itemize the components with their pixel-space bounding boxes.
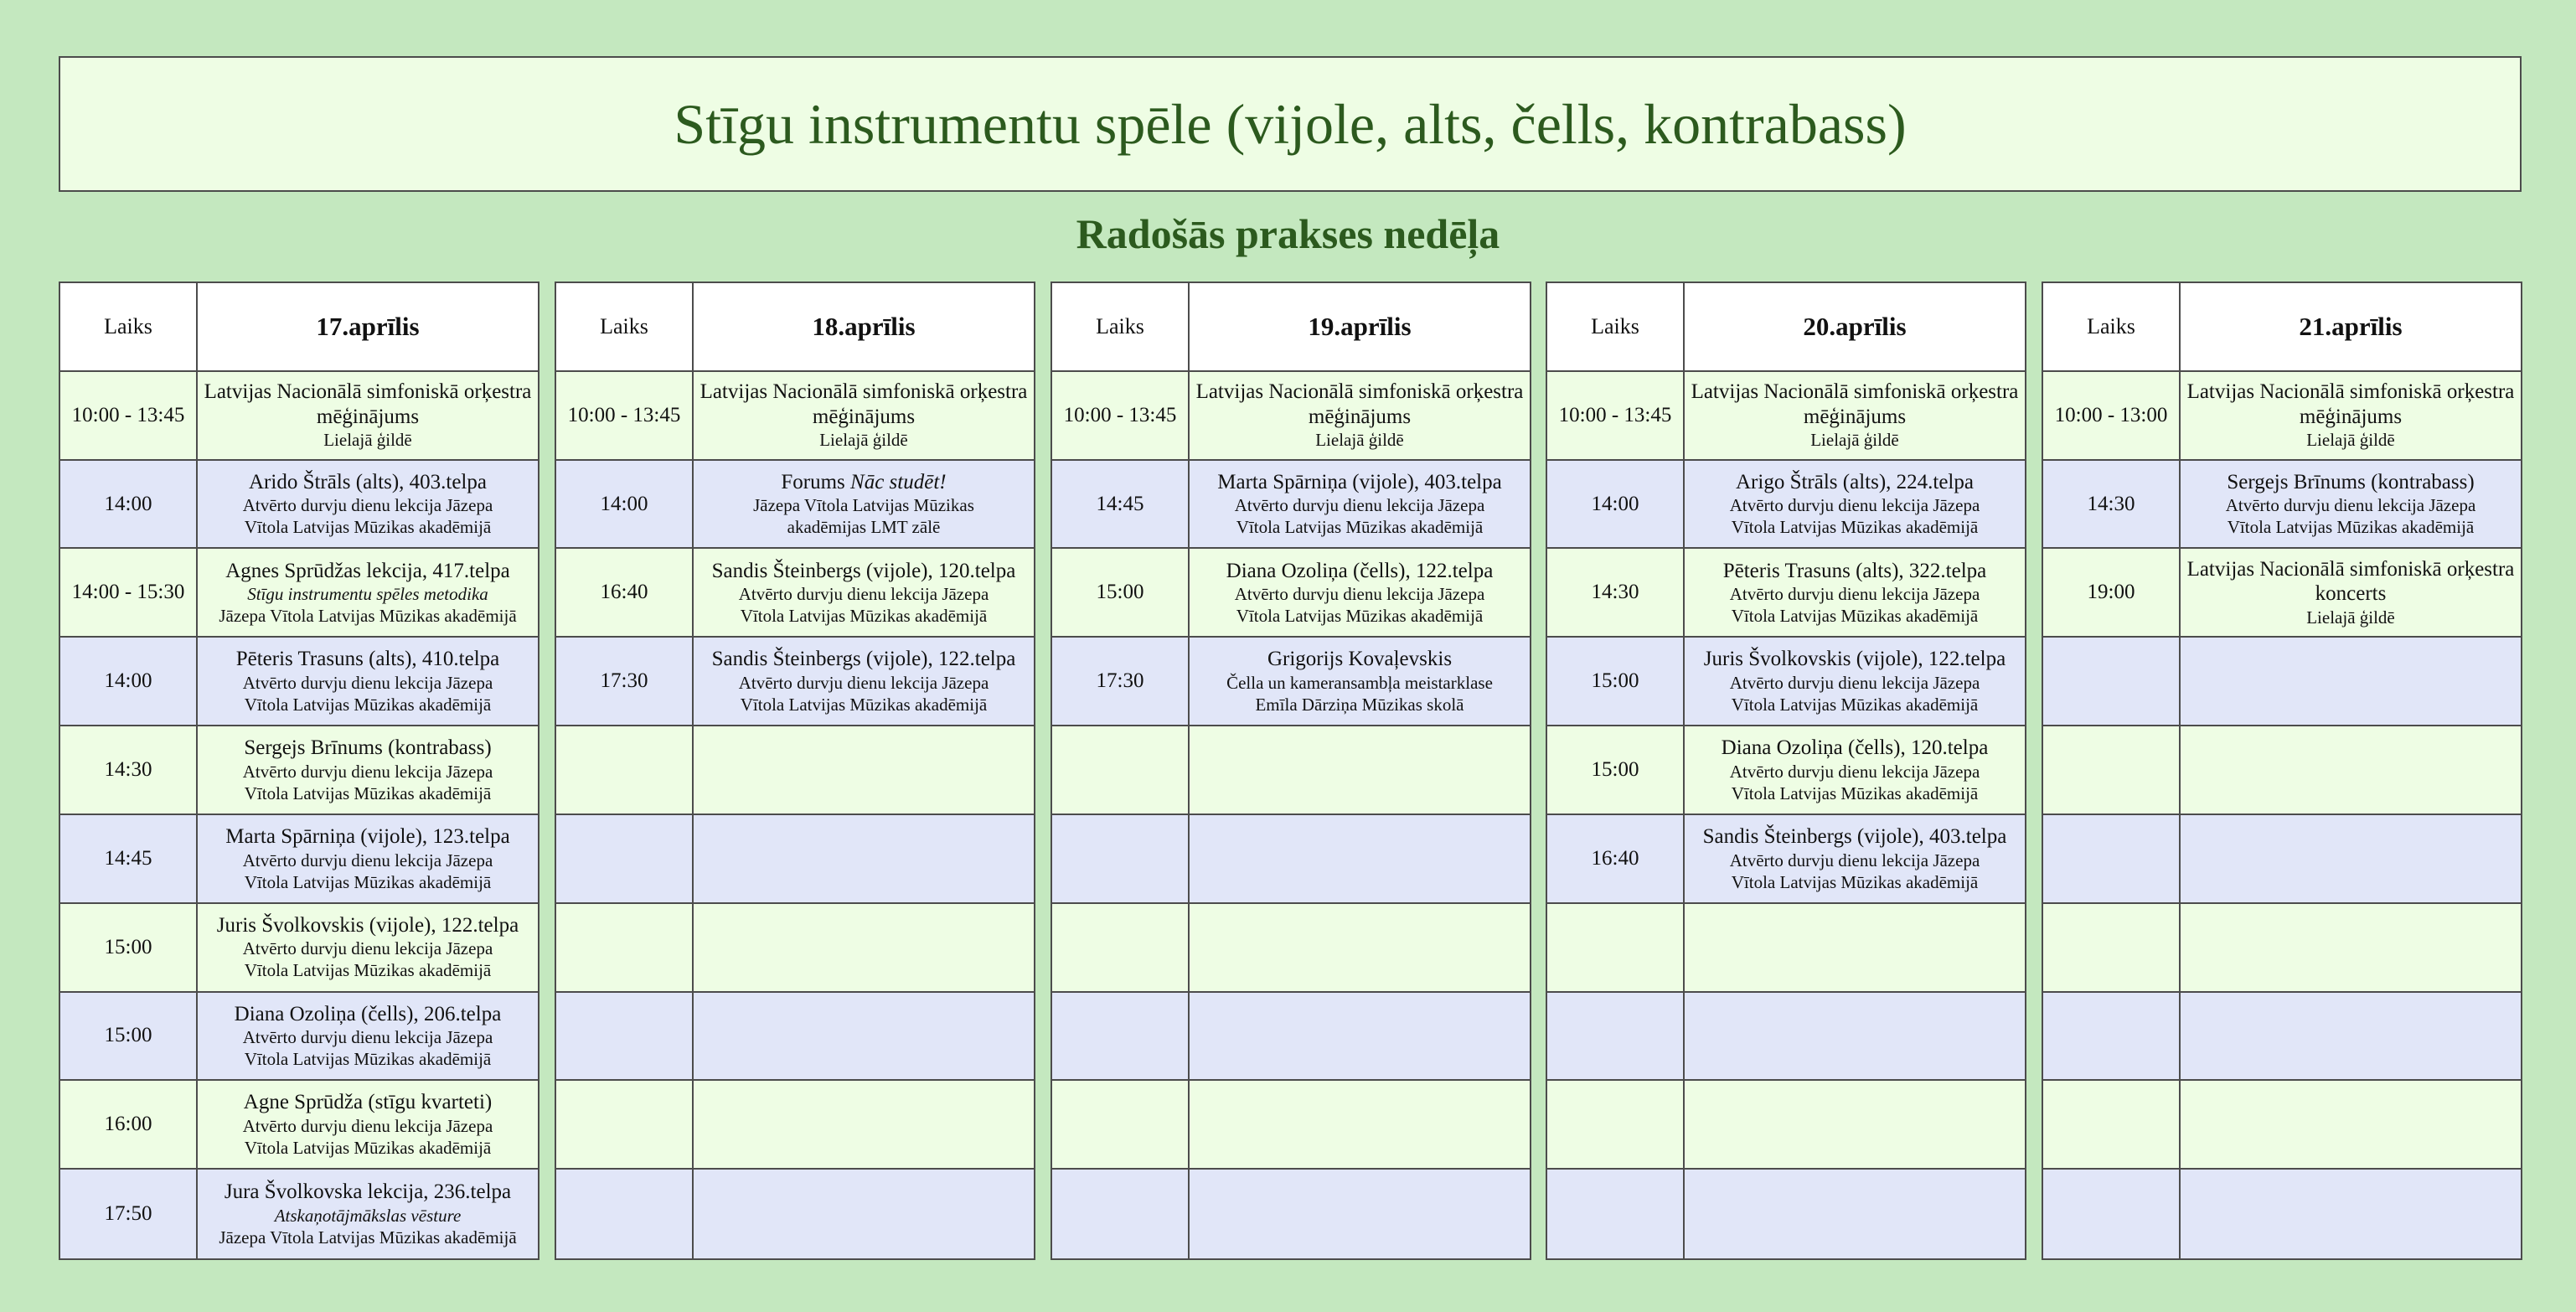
event-time: 14:30 xyxy=(104,757,152,781)
time-cell xyxy=(60,993,198,1082)
event-detail: Stīgu instrumentu spēles metodika xyxy=(247,584,488,605)
time-cell xyxy=(1052,993,1190,1082)
event-time: 15:00 xyxy=(1591,757,1639,781)
event-detail: Atvērto durvju dienu lekcija Jāzepa xyxy=(1729,584,1980,605)
event-title xyxy=(694,380,1034,429)
time-cell xyxy=(2043,1081,2181,1170)
time-cell xyxy=(556,638,694,726)
event-cell xyxy=(1685,638,2025,726)
time-header-label: Laiks xyxy=(1096,313,1144,338)
event-cell xyxy=(198,904,538,993)
event-cell xyxy=(2181,1081,2521,1170)
event-location: Vītola Latvijas Mūzikas akadēmijā xyxy=(740,606,988,627)
event-detail: Atvērto durvju dienu lekcija Jāzepa xyxy=(242,938,493,959)
time-cell xyxy=(1052,461,1190,550)
time-cell xyxy=(1547,549,1685,638)
event-cell xyxy=(1685,549,2025,638)
time-cell xyxy=(1547,726,1685,815)
time-header-label: Laiks xyxy=(104,313,152,338)
event-location: Vītola Latvijas Mūzikas akadēmijā xyxy=(1731,517,1979,538)
date-label: 20.aprīlis xyxy=(1803,311,1907,341)
event-title-text: Jura Švolkovska lekcija, 236.telpa xyxy=(224,1180,512,1204)
event-title-text: Sandis Šteinbergs (vijole), 403.telpa xyxy=(1702,825,2007,849)
event-detail: Atvērto durvju dienu lekcija Jāzepa xyxy=(1729,672,1980,693)
event-cell xyxy=(2181,461,2521,550)
event-detail: Atvērto durvju dienu lekcija Jāzepa xyxy=(1729,761,1980,782)
event-location: Vītola Latvijas Mūzikas akadēmijā xyxy=(244,1049,492,1070)
event-time: 15:00 xyxy=(1591,669,1639,693)
event-cell xyxy=(198,461,538,550)
day-column-2 xyxy=(555,282,1035,1260)
event-title xyxy=(1698,824,2012,850)
event-time: 10:00 - 13:45 xyxy=(1063,403,1177,426)
time-column-header xyxy=(1547,283,1685,372)
event-location: Vītola Latvijas Mūzikas akadēmijā xyxy=(244,783,492,803)
event-title-text: Diana Ozoliņa (čells), 122.telpa xyxy=(1226,559,1494,582)
event-cell xyxy=(694,993,1034,1082)
event-location: Vītola Latvijas Mūzikas akadēmijā xyxy=(740,694,988,715)
event-time: 17:30 xyxy=(1096,669,1144,693)
time-cell xyxy=(2043,549,2181,638)
event-cell xyxy=(694,1081,1034,1170)
event-title xyxy=(1190,380,1530,429)
time-header-label: Laiks xyxy=(600,313,648,338)
time-cell xyxy=(1547,1170,1685,1258)
event-detail: Atvērto durvju dienu lekcija Jāzepa xyxy=(242,1115,493,1136)
event-cell xyxy=(2181,904,2521,993)
event-detail: Jāzepa Vītola Latvijas Mūzikas xyxy=(753,495,974,516)
event-location: Vītola Latvijas Mūzikas akadēmijā xyxy=(1731,606,1979,627)
event-title-text: Latvijas Nacionālā simfoniskā orķestra mēģinājums xyxy=(699,380,1028,428)
event-detail: Lielajā ģildē xyxy=(819,430,908,451)
event-title-text: Marta Spārniņa (vijole), 403.telpa xyxy=(1217,470,1502,493)
event-time: 15:00 xyxy=(104,1024,152,1047)
event-time: 15:00 xyxy=(104,935,152,958)
event-title-text: Agne Sprūdža (stīgu kvarteti) xyxy=(243,1091,493,1114)
time-cell xyxy=(556,815,694,904)
event-detail: Atvērto durvju dienu lekcija Jāzepa xyxy=(1234,495,1485,516)
date-header xyxy=(694,283,1034,372)
event-title xyxy=(198,380,538,429)
event-cell xyxy=(1190,993,1530,1082)
event-detail: Lielajā ģildē xyxy=(1810,430,1899,451)
event-time: 14:30 xyxy=(1591,581,1639,604)
event-title-text: Forums xyxy=(781,470,851,493)
event-title xyxy=(239,1090,497,1115)
event-title-text: Latvijas Nacionālā simfoniskā orķestra koncerts xyxy=(2186,557,2515,606)
event-title-text: Latvijas Nacionālā simfoniskā orķestra mēģinājums xyxy=(2186,380,2515,428)
event-cell xyxy=(1685,372,2025,461)
day-column-1 xyxy=(59,282,539,1260)
time-cell xyxy=(1052,904,1190,993)
event-location: Vītola Latvijas Mūzikas akadēmijā xyxy=(244,694,492,715)
event-cell xyxy=(2181,638,2521,726)
time-cell xyxy=(1052,726,1190,815)
event-detail: Lielajā ģildē xyxy=(1315,430,1404,451)
event-detail: Atvērto durvju dienu lekcija Jāzepa xyxy=(242,850,493,870)
time-cell xyxy=(2043,372,2181,461)
time-cell xyxy=(60,549,198,638)
event-title xyxy=(220,824,514,850)
time-cell xyxy=(2043,638,2181,726)
event-cell xyxy=(1685,815,2025,904)
event-detail: Atvērto durvju dienu lekcija Jāzepa xyxy=(242,761,493,782)
time-cell xyxy=(1052,1081,1190,1170)
event-cell xyxy=(1190,1081,1530,1170)
event-cell xyxy=(198,549,538,638)
date-label: 21.aprīlis xyxy=(2299,311,2403,341)
event-cell xyxy=(1190,638,1530,726)
event-detail: Lielajā ģildē xyxy=(2306,430,2395,451)
page-title: Stīgu instrumentu spēle (vijole, alts, čells, kontrabass) xyxy=(674,91,1907,156)
event-time: 17:30 xyxy=(600,669,648,693)
event-location: Vītola Latvijas Mūzikas akadēmijā xyxy=(1731,694,1979,715)
title-banner xyxy=(59,56,2522,192)
day-column-4 xyxy=(1546,282,2026,1260)
event-title-text: Juris Švolkovskis (vijole), 122.telpa xyxy=(216,913,519,937)
event-title xyxy=(1212,470,1506,495)
event-title xyxy=(231,647,505,672)
event-cell xyxy=(198,993,538,1082)
event-cell xyxy=(694,549,1034,638)
time-header-label: Laiks xyxy=(2087,313,2135,338)
event-time: 14:00 xyxy=(1591,492,1639,515)
event-cell xyxy=(1190,372,1530,461)
event-cell xyxy=(1685,1170,2025,1258)
event-title xyxy=(1221,559,1499,584)
time-cell xyxy=(1547,904,1685,993)
time-cell xyxy=(2043,904,2181,993)
event-cell xyxy=(694,461,1034,550)
event-detail: Atvērto durvju dienu lekcija Jāzepa xyxy=(1729,495,1980,516)
day-column-5 xyxy=(2042,282,2522,1260)
event-title-text: Diana Ozoliņa (čells), 206.telpa xyxy=(234,1002,502,1025)
time-cell xyxy=(556,1081,694,1170)
event-time: 14:00 - 15:30 xyxy=(71,581,185,604)
event-location: Vītola Latvijas Mūzikas akadēmijā xyxy=(244,517,492,538)
event-location: Vītola Latvijas Mūzikas akadēmijā xyxy=(244,1138,492,1159)
event-cell xyxy=(1190,549,1530,638)
event-time: 10:00 - 13:00 xyxy=(2054,403,2168,426)
event-time: 10:00 - 13:45 xyxy=(567,403,681,426)
time-cell xyxy=(60,815,198,904)
event-cell xyxy=(694,1170,1034,1258)
date-label: 18.aprīlis xyxy=(812,311,916,341)
event-cell xyxy=(1190,815,1530,904)
event-time: 14:45 xyxy=(1096,492,1144,515)
time-column-header xyxy=(60,283,198,372)
event-title-text: Latvijas Nacionālā simfoniskā orķestra mēģinājums xyxy=(1691,380,2019,428)
event-detail: Atvērto durvju dienu lekcija Jāzepa xyxy=(1729,850,1980,870)
event-location: Jāzepa Vītola Latvijas Mūzikas akadēmijā xyxy=(219,606,517,627)
event-time: 16:40 xyxy=(1591,846,1639,870)
event-detail: Atvērto durvju dienu lekcija Jāzepa xyxy=(242,495,493,516)
event-detail: Atvērto durvju dienu lekcija Jāzepa xyxy=(738,672,989,693)
event-title-text: Agnes Sprūdžas lekcija, 417.telpa xyxy=(225,559,510,582)
event-detail: Atvērto durvju dienu lekcija Jāzepa xyxy=(2225,495,2476,516)
time-cell xyxy=(60,1081,198,1170)
event-cell xyxy=(2181,549,2521,638)
event-title xyxy=(1718,559,1992,584)
event-title xyxy=(219,1180,516,1205)
event-title xyxy=(2181,557,2521,607)
time-cell xyxy=(60,904,198,993)
event-cell xyxy=(1685,726,2025,815)
event-title xyxy=(239,736,496,761)
date-header xyxy=(198,283,538,372)
event-detail: Atvērto durvju dienu lekcija Jāzepa xyxy=(242,672,493,693)
time-header-label: Laiks xyxy=(1591,313,1639,338)
date-header xyxy=(2181,283,2521,372)
time-cell xyxy=(556,1170,694,1258)
event-location: Vītola Latvijas Mūzikas akadēmijā xyxy=(2227,517,2475,538)
event-time: 16:40 xyxy=(600,581,648,604)
time-cell xyxy=(1052,549,1190,638)
date-header xyxy=(1190,283,1530,372)
event-time: 10:00 - 13:45 xyxy=(1558,403,1672,426)
time-cell xyxy=(556,549,694,638)
time-cell xyxy=(2043,815,2181,904)
time-cell xyxy=(1547,815,1685,904)
time-cell xyxy=(556,461,694,550)
event-title xyxy=(1699,647,2011,672)
event-title xyxy=(1685,380,2025,429)
time-cell xyxy=(60,372,198,461)
event-title xyxy=(230,1002,507,1027)
event-cell xyxy=(2181,993,2521,1082)
event-cell xyxy=(198,372,538,461)
event-cell xyxy=(1190,904,1530,993)
event-cell xyxy=(694,372,1034,461)
event-location: Emīla Dārziņa Mūzikas skolā xyxy=(1255,694,1464,715)
event-cell xyxy=(694,726,1034,815)
event-title-text: Sergejs Brīnums (kontrabass) xyxy=(244,736,492,760)
event-time: 14:00 xyxy=(104,492,152,515)
event-time: 19:00 xyxy=(2087,581,2135,604)
event-detail: Atskaņotājmākslas vēsture xyxy=(274,1205,462,1226)
event-cell xyxy=(1685,1081,2025,1170)
time-column-header xyxy=(1052,283,1190,372)
time-cell xyxy=(2043,726,2181,815)
event-title-text: Arigo Štrāls (alts), 224.telpa xyxy=(1736,470,1974,493)
event-location: Vītola Latvijas Mūzikas akadēmijā xyxy=(1236,517,1484,538)
event-title xyxy=(220,559,515,584)
event-title-text: Sandis Šteinbergs (vijole), 120.telpa xyxy=(711,559,1016,582)
event-title-emphasis: Nāc studēt! xyxy=(850,470,947,493)
event-detail: Atvērto durvju dienu lekcija Jāzepa xyxy=(738,584,989,605)
event-detail: Čella un kameransambļa meistarklase xyxy=(1226,672,1493,693)
event-detail: Lielajā ģildē xyxy=(2306,607,2395,628)
page-subtitle: Radošās prakses nedēļa xyxy=(1076,210,1500,257)
event-time: 14:00 xyxy=(104,669,152,693)
event-title-text: Latvijas Nacionālā simfoniskā orķestra mēģinājums xyxy=(204,380,532,428)
event-time: 14:30 xyxy=(2087,492,2135,515)
event-title xyxy=(707,559,1021,584)
time-cell xyxy=(1547,993,1685,1082)
day-column-3 xyxy=(1051,282,1531,1260)
event-cell xyxy=(2181,726,2521,815)
event-cell xyxy=(1685,993,2025,1082)
event-title xyxy=(212,913,524,938)
event-title xyxy=(2181,380,2521,429)
time-cell xyxy=(1547,638,1685,726)
event-detail: Lielajā ģildē xyxy=(323,430,412,451)
time-column-header xyxy=(556,283,694,372)
event-time: 10:00 - 13:45 xyxy=(71,403,185,426)
event-title-text: Latvijas Nacionālā simfoniskā orķestra mēģinājums xyxy=(1195,380,1524,428)
time-cell xyxy=(60,638,198,726)
event-title-text: Diana Ozoliņa (čells), 120.telpa xyxy=(1721,736,1989,760)
event-title xyxy=(776,470,951,495)
event-title-text: Arido Štrāls (alts), 403.telpa xyxy=(249,470,487,493)
time-column-header xyxy=(2043,283,2181,372)
event-detail: Atvērto durvju dienu lekcija Jāzepa xyxy=(1234,584,1485,605)
event-cell xyxy=(1190,726,1530,815)
event-title xyxy=(1716,736,1994,761)
event-location: Jāzepa Vītola Latvijas Mūzikas akadēmijā xyxy=(219,1227,517,1247)
time-cell xyxy=(1547,372,1685,461)
time-cell xyxy=(556,372,694,461)
event-cell xyxy=(198,815,538,904)
event-time: 15:00 xyxy=(1096,581,1144,604)
event-time: 14:45 xyxy=(104,846,152,870)
event-title-text: Marta Spārniņa (vijole), 123.telpa xyxy=(225,825,510,849)
time-cell xyxy=(60,461,198,550)
event-title-text: Pēteris Trasuns (alts), 410.telpa xyxy=(235,648,500,671)
event-cell xyxy=(1685,904,2025,993)
time-cell xyxy=(2043,993,2181,1082)
event-cell xyxy=(694,904,1034,993)
event-time: 14:00 xyxy=(600,492,648,515)
time-cell xyxy=(2043,1170,2181,1258)
event-title-text: Sandis Šteinbergs (vijole), 122.telpa xyxy=(711,648,1016,671)
event-location: Vītola Latvijas Mūzikas akadēmijā xyxy=(1731,871,1979,892)
time-cell xyxy=(60,1170,198,1258)
event-title xyxy=(1731,470,1979,495)
event-title-text: Juris Švolkovskis (vijole), 122.telpa xyxy=(1703,648,2006,671)
event-title-text: Pēteris Trasuns (alts), 322.telpa xyxy=(1722,559,1987,582)
time-cell xyxy=(556,726,694,815)
event-detail: Atvērto durvju dienu lekcija Jāzepa xyxy=(242,1027,493,1048)
event-cell xyxy=(694,815,1034,904)
event-location: Vītola Latvijas Mūzikas akadēmijā xyxy=(244,871,492,892)
event-cell xyxy=(2181,372,2521,461)
event-cell xyxy=(198,1170,538,1258)
event-title xyxy=(244,470,492,495)
time-cell xyxy=(1547,1081,1685,1170)
event-cell xyxy=(198,726,538,815)
event-location: Vītola Latvijas Mūzikas akadēmijā xyxy=(1236,606,1484,627)
time-cell xyxy=(1052,372,1190,461)
date-label: 19.aprīlis xyxy=(1308,311,1412,341)
event-title xyxy=(2222,470,2479,495)
event-location: akadēmijas LMT zālē xyxy=(787,517,941,538)
time-cell xyxy=(60,726,198,815)
event-cell xyxy=(694,638,1034,726)
event-cell xyxy=(198,1081,538,1170)
time-cell xyxy=(1052,815,1190,904)
time-cell xyxy=(1547,461,1685,550)
event-cell xyxy=(2181,815,2521,904)
event-cell xyxy=(198,638,538,726)
date-header xyxy=(1685,283,2025,372)
event-title-text: Sergejs Brīnums (kontrabass) xyxy=(2227,470,2475,493)
event-title xyxy=(707,647,1021,672)
event-location: Vītola Latvijas Mūzikas akadēmijā xyxy=(244,960,492,981)
time-cell xyxy=(1052,638,1190,726)
event-title xyxy=(1262,647,1457,672)
event-time: 16:00 xyxy=(104,1113,152,1136)
time-cell xyxy=(556,904,694,993)
event-title-text: Grigorijs Kovaļevskis xyxy=(1267,648,1453,671)
event-cell xyxy=(2181,1170,2521,1258)
event-location: Vītola Latvijas Mūzikas akadēmijā xyxy=(1731,783,1979,803)
event-time: 17:50 xyxy=(104,1202,152,1226)
event-cell xyxy=(1190,461,1530,550)
event-cell xyxy=(1190,1170,1530,1258)
time-cell xyxy=(2043,461,2181,550)
time-cell xyxy=(556,993,694,1082)
time-cell xyxy=(1052,1170,1190,1258)
event-cell xyxy=(1685,461,2025,550)
date-label: 17.aprīlis xyxy=(316,311,420,341)
